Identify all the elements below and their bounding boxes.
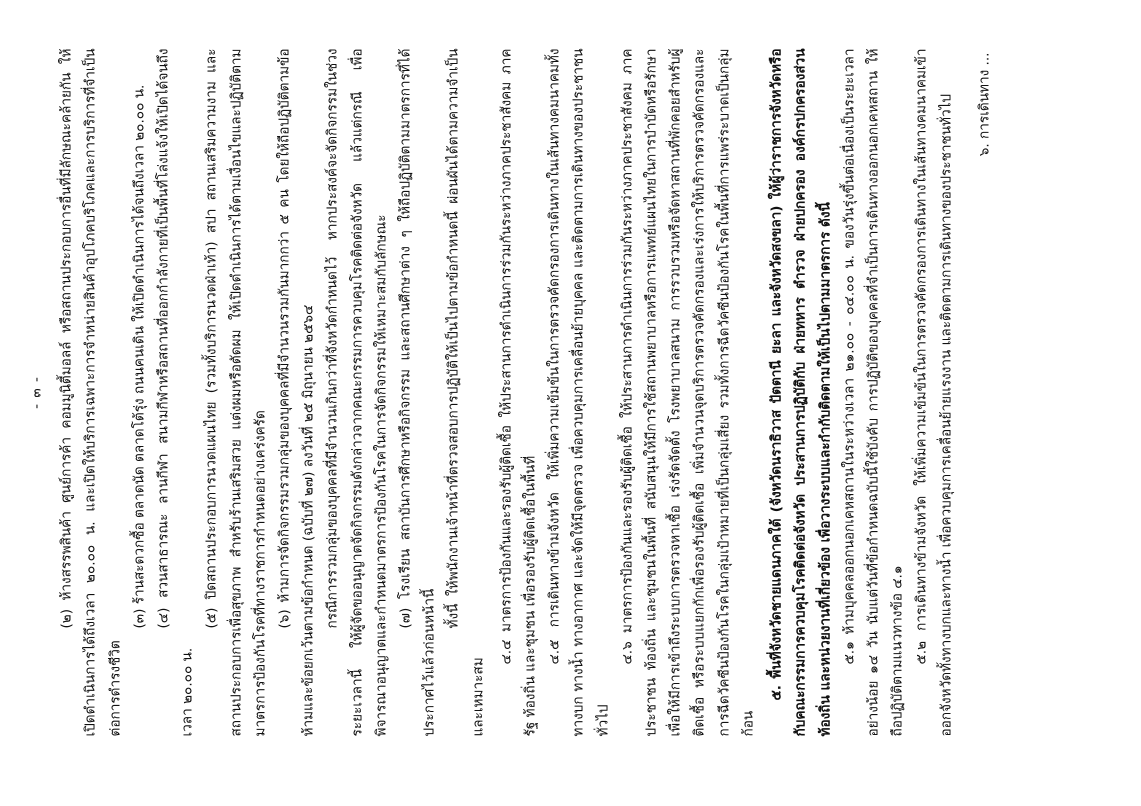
section-5-2: ๕.๒ การเดินทางข้ามจังหวัด ให้เพิ่มความเข้มข้นในการตรวจคัดกรองการเดินทางในเส้นทางคมนาคมเข้าออกจังหวัดทั้งทางบกและทางน้ำ เพื่อควบคุมการเคลื่อนย้ายแรงงาน และติดตามการเดินทางของประชาชนทั่วไป (913, 48, 954, 736)
clause-6-exception: กรณีการรวมกลุ่มของบุคคลที่มีจำนวนเกินกว่าที่จังหวัดกำหนดไว้ หากประสงค์จะจัดกิจกรรมในช่วงระยะเวลานี้ ให้ผู้จัดขออนุญาตจัดกิจกรรมดังกล่าวจากคณะกรรมการควบคุมโรคติดต่อจังหวัด แล้วแต่กรณี เพื่อพิจารณาอนุญาตและกำหนดมาตรการป้องกันโรคในการจัดกิจกรรมให้เหมาะสมกับลักษณะ (324, 48, 389, 736)
section-5-1: ๕.๑ ห้ามบุคคลออกนอกเคหสถานในระหว่างเวลา ๒๑.๐๐ - ๐๔.๐๐ น. ของวันรุ่งขึ้นต่อเนื่องเป็นระยะเวลาอย่างน้อย ๑๔ วัน นับแต่วันที่ข้อกำหนดฉบับนี้ใช้บังคับ การปฏิบัติของบุคคลที่จำเป็นการเดินทางออกนอกเคหสถาน ให้ถือปฏิบัติตามแนวทางข้อ ๔.๑ (840, 48, 906, 736)
clause-7: (๗) โรงเรียน สถาบันการศึกษาหรือกิจกรรม และสถานศึกษาต่าง ๆ ให้ถือปฏิบัติตามมาตรการที่ได้ประกาศไว้แล้วก่อนหน้านี้ (397, 48, 438, 736)
continuation-marker: ๖. การเดินทาง ... (975, 52, 992, 156)
clause-2: (๒) ห้างสรรพสินค้า ศูนย์การค้า คอมมูนิตี้มอลล์ หรือสถานประกอบการอื่นที่มีลักษณะคล้ายกัน ให้เปิดดำเนินการได้ถึงเวลา ๒๐.๐๐ น. และเปิดให้บริการเฉพาะการจำหน่ายสินค้าอุปโภคบริโภคและการบริการที่จำเป็นต่อการดำรงชีวิต (58, 48, 123, 736)
clause-6: (๖) ห้ามการจัดกิจกรรมรวมกลุ่มของบุคคลที่มีจำนวนรวมกันมากกว่า ๕ คน โดยให้ถือปฏิบัติตามข้อห้ามและข้อยกเว้นตามข้อกำหนด (ฉบับที่ ๒๗) ลงวันที่ ๒๕ มิถุนายน ๒๕๖๔ (276, 48, 317, 736)
clause-3: (๓) ร้านสะดวกซื้อ ตลาดนัด ตลาดโต้รุ่ง ถนนคนเดิน ให้เปิดดำเนินการได้จนถึงเวลา ๒๐.๐๐ น. (130, 84, 147, 628)
section-4-5: ๔.๕ การเดินทางข้ามจังหวัด ให้เพิ่มความเข้มข้นในการตรวจคัดกรองการเดินทางในเส้นทางคมนาคมทั้งทางบก ทางน้ำ ทางอากาศ และจัดให้มีจุดตรวจ เพื่อควบคุมการเคลื่อนย้ายบุคคล และติดตามการเดินทางของประชาชนทั่วไป (546, 48, 611, 736)
clause-5: (๕) ปิดสถานประกอบการนวดแผนไทย (รวมทั้งบริการนวดฝ่าเท้า) สปา สถานเสริมความงาม และสถานประกอบการเพื่อสุขภาพ สำหรับร้านเสริมสวย แต่งผมหรือตัดผม ให้เปิดดำเนินการได้ตามเงื่อนไขและปฏิบัติตามมาตรการป้องกันโรคที่ทางราชการกำหนดอย่างเคร่งครัด (203, 48, 268, 736)
section-4-6: ๔.๖ มาตรการป้องกันและรองรับผู้ติดเชื้อ ให้ประสานการดำเนินการร่วมกันระหว่างภาคประชาสังคม ภาคประชาชน ท้องถิ่น และชุมชนในพื้นที่ สนับสนุนให้มีการใช้สถานพยาบาลหรือการแพทย์แผนไทยในการบำบัดหรือรักษา เพื่อให้มีการเข้าถึงระบบการตรวจหาเชื้อ เร่งรัดจัดตั้ง โรงพยาบาลสนาม การรวบรวมหรือจัดหาสถานที่พักคอยสำหรับผู้ติดเชื้อ หรือระบบแยกกักเพื่อรองรับผู้ติดเชื้อ เพิ่มจำนวนจุดบริการตรวจคัดกรองและเร่งการให้บริการตรวจคัดกรองและการฉีดวัคซีนป้องกันโรคในกลุ่มเป้าหมายที่เป็นกลุ่มเสี่ยง รวมทั้งการฉีดวัคซีนป้องกันโรคในพื้นที่การแพร่ระบาดเป็นกลุ่มก้อน (618, 48, 756, 736)
section-4-4: ๔.๔ มาตรการป้องกันและรองรับผู้ติดเชื้อ ให้ประสานการดำเนินการร่วมกันระหว่างภาคประชาสังคม ภาครัฐ ท้องถิ่น และชุมชน เพื่อรองรับผู้ติดเชื้อในพื้นที่ (497, 48, 539, 736)
clause-4: (๔) สวนสาธารณะ ลานกีฬา สนามกีฬาหรือสถานที่ออกกำลังกายที่เป็นพื้นที่โล่งแจ้งให้เปิดได้จนถึงเวลา ๒๐.๐๐ น. (155, 48, 196, 736)
section-5-heading: ๕. พื้นที่จังหวัดชายแดนภาคใต้ (จังหวัดนราธิวาส ปัตตานี ยะลา และจังหวัดสงขลา) ให้ผู้ว่าราชการจังหวัดหรือกับคณะกรรมการควบคุมโรคติดต่อจังหวัด ประสานการปฏิบัติกับ ฝ่ายทหาร ตำรวจ ฝ่ายปกครอง องค์กรปกครองส่วนท้องถิ่น และหน่วยงานที่เกี่ยวข้อง เพื่อวางระบบและกำกับติดตามให้เป็นไปตามมาตรการ ดังนี้ (768, 48, 833, 736)
clause-note: ทั้งนี้ ให้พนักงานเจ้าหน้าที่ตรวจสอบการปฏิบัติให้เป็นไปตามข้อกำหนดนี้ ผ่อนผันได้ตามความจำเป็นและเหมาะสม (445, 48, 486, 736)
page-number: - ๓ - (28, 375, 44, 409)
